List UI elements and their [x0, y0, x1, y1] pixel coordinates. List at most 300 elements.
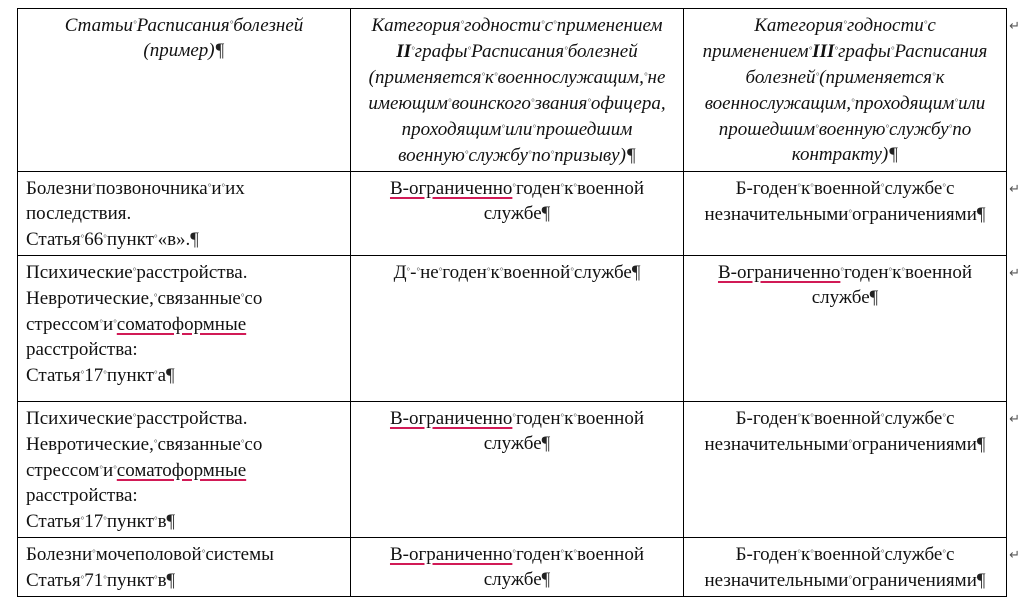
cell-word: со	[244, 288, 263, 309]
cell-word: к	[564, 178, 574, 199]
cell-word: военной	[576, 408, 644, 429]
cell-word: Болезни	[26, 178, 93, 199]
cell-word: связанные	[157, 434, 241, 455]
space-mark: °	[512, 548, 516, 558]
cell-word: к	[892, 262, 902, 283]
spellcheck-flagged-word: соматоформные	[116, 460, 247, 481]
cell-word: расстройства:	[26, 485, 138, 506]
cell-word: годен	[515, 408, 561, 429]
cell-word: Болезни	[26, 544, 93, 565]
pilcrow-mark: ¶	[888, 144, 899, 165]
cell-word: службе	[811, 287, 870, 308]
cell-word: звания	[534, 93, 588, 114]
cell-word: пункт	[106, 570, 154, 591]
cell-text-line	[26, 508, 342, 534]
cell-word: пункт	[106, 229, 154, 250]
cell-word: (пример)	[143, 40, 215, 61]
space-mark: °	[80, 369, 85, 379]
space-mark: °	[153, 292, 158, 302]
space-mark: °	[851, 97, 855, 107]
space-mark: °	[132, 19, 137, 29]
cell-text-line	[26, 405, 342, 431]
cell-word: прошедшим	[535, 119, 633, 140]
table-cell[interactable]	[684, 256, 1020, 402]
cell-text-line	[692, 201, 998, 227]
cell-word: (применяется	[819, 67, 932, 88]
cell-text-line	[359, 64, 675, 90]
cell-text-line	[359, 431, 675, 456]
cell-word: а	[157, 365, 166, 386]
cell-text-line	[359, 541, 675, 567]
space-mark: °	[486, 266, 491, 276]
space-mark: °	[499, 266, 504, 276]
cell-word: применением	[556, 15, 663, 36]
cell-word: по	[952, 119, 972, 140]
table-cell[interactable]	[684, 402, 1020, 538]
cell-word: стрессом	[26, 314, 100, 335]
cell-text-line	[692, 405, 998, 431]
table-cell[interactable]	[684, 172, 1020, 256]
cell-word: не	[420, 262, 439, 283]
cell-text-line	[692, 90, 998, 116]
row-end-mark: ↵	[1009, 547, 1020, 562]
cell-word: годен	[515, 544, 561, 565]
disease-category-table	[17, 8, 1020, 597]
cell-word: ограничениями	[852, 434, 977, 455]
cell-word: годен	[515, 178, 561, 199]
cell-text-line	[692, 116, 998, 142]
cell-word: Статья	[26, 229, 81, 250]
space-mark: °	[240, 292, 245, 302]
graph-numeral: III	[812, 41, 835, 62]
cell-word: с	[927, 15, 936, 36]
cell-word: 66	[84, 229, 104, 250]
space-mark: °	[797, 548, 801, 558]
cell-word: графы	[837, 41, 891, 62]
space-mark: °	[890, 45, 895, 55]
space-mark: °	[467, 45, 472, 55]
space-mark: °	[954, 97, 959, 107]
cell-word: к	[800, 544, 811, 565]
cell-word: Статья	[26, 570, 81, 591]
space-mark: °	[587, 97, 591, 107]
cell-word: к	[564, 544, 574, 565]
space-mark: °	[103, 574, 107, 584]
space-mark: °	[438, 266, 443, 276]
cell-text-line	[26, 175, 342, 201]
cell-word: и	[103, 314, 114, 335]
space-mark: °	[92, 182, 96, 192]
header-cell-category-graph-3[interactable]	[684, 9, 1020, 172]
cell-word: Статьи	[64, 15, 133, 36]
cell-word: военной	[576, 544, 644, 565]
space-mark: °	[942, 412, 946, 422]
cell-text-line	[26, 259, 342, 285]
cell-text-line	[26, 541, 342, 567]
cell-word: службу	[468, 145, 528, 166]
cell-word: и	[103, 460, 114, 481]
space-mark: °	[573, 412, 577, 422]
space-mark: °	[948, 123, 953, 133]
cell-text-line	[359, 175, 675, 201]
table-cell[interactable]	[351, 538, 684, 597]
table-cell[interactable]	[18, 402, 351, 538]
space-mark: °	[207, 182, 212, 192]
cell-text-line	[26, 483, 342, 508]
cell-text-line	[359, 201, 675, 226]
space-mark: °	[153, 233, 158, 243]
space-mark: °	[942, 548, 946, 558]
space-mark: °	[501, 123, 506, 133]
cell-word: «в».	[157, 229, 191, 250]
cell-word: службе	[483, 569, 542, 590]
space-mark: °	[416, 266, 421, 276]
space-mark: °	[481, 71, 486, 81]
space-mark: °	[411, 45, 415, 55]
space-mark: °	[880, 412, 885, 422]
cell-word: военнослужащим,	[497, 67, 644, 88]
table-body	[18, 9, 1020, 597]
cell-word: призыву)	[554, 145, 626, 166]
cell-word: Расписания	[471, 41, 565, 62]
cell-word: имеющим	[368, 93, 448, 114]
space-mark: °	[808, 45, 813, 55]
spellcheck-flagged-word: В-ограниченно	[717, 262, 841, 283]
cell-text-line	[359, 259, 675, 285]
row-end-mark: ↵	[1009, 18, 1020, 33]
pilcrow-mark: ¶	[625, 145, 636, 166]
space-mark: °	[240, 438, 245, 448]
cell-word: незначительными	[704, 570, 849, 591]
cell-text-line	[359, 567, 675, 592]
space-mark: °	[843, 19, 847, 29]
cell-text-line	[692, 64, 998, 90]
cell-word: (применяется	[368, 67, 482, 88]
cell-word: воинского	[451, 93, 531, 114]
space-mark: °	[132, 412, 137, 422]
cell-word: Психические	[26, 262, 133, 283]
cell-text-line	[692, 567, 998, 593]
space-mark: °	[153, 438, 158, 448]
cell-word: ограничениями	[852, 570, 977, 591]
graph-numeral: II	[396, 41, 412, 62]
cell-word: с	[945, 178, 955, 199]
space-mark: °	[512, 182, 516, 192]
cell-word: к	[485, 67, 494, 88]
space-mark: °	[797, 412, 801, 422]
space-mark: °	[848, 208, 853, 218]
space-mark: °	[447, 97, 452, 107]
cell-word: Б-годен	[735, 178, 798, 199]
cell-text-line	[692, 285, 998, 310]
space-mark: °	[834, 45, 838, 55]
cell-text-line	[26, 12, 342, 38]
cell-word: и	[211, 178, 222, 199]
space-mark: °	[810, 412, 814, 422]
cell-word: Категория	[371, 15, 461, 36]
cell-word: годности	[464, 15, 541, 36]
cell-text-line	[26, 226, 342, 252]
space-mark: °	[880, 548, 885, 558]
space-mark: °	[643, 71, 648, 81]
cell-word: службе	[483, 433, 542, 454]
space-mark: °	[99, 464, 104, 474]
pilcrow-mark: ¶	[541, 203, 551, 224]
cell-word: Психические	[26, 408, 133, 429]
space-mark: °	[92, 548, 96, 558]
cell-word: по	[531, 145, 551, 166]
cell-word: службу	[889, 119, 949, 140]
cell-text-line	[26, 431, 342, 457]
cell-word: Невротические,	[26, 288, 154, 309]
space-mark: °	[530, 97, 535, 107]
cell-text-line	[26, 457, 342, 483]
row-end-mark: ↵	[1009, 181, 1020, 196]
cell-word: к	[564, 408, 574, 429]
space-mark: °	[573, 182, 577, 192]
table-row	[18, 256, 1007, 402]
space-mark: °	[493, 71, 498, 81]
cell-word: 17	[84, 365, 104, 386]
spellcheck-flagged-word: В-ограниченно	[389, 178, 513, 199]
space-mark: °	[901, 266, 905, 276]
cell-word: к	[800, 408, 811, 429]
space-mark: °	[815, 71, 820, 81]
space-mark: °	[80, 574, 85, 584]
space-mark: °	[553, 19, 557, 29]
space-mark: °	[564, 45, 568, 55]
space-mark: °	[153, 369, 158, 379]
space-mark: °	[573, 548, 577, 558]
spellcheck-flagged-word: соматоформные	[116, 314, 247, 335]
space-mark: °	[201, 548, 206, 558]
cell-word: к	[490, 262, 500, 283]
cell-text-line	[26, 337, 342, 362]
pilcrow-mark: ¶	[214, 40, 225, 61]
pilcrow-mark: ¶	[541, 569, 551, 590]
cell-word: прошедшим	[718, 119, 816, 140]
pilcrow-mark: ¶	[190, 229, 199, 250]
cell-word: расстройства:	[26, 339, 138, 360]
cell-word: их	[225, 178, 245, 199]
cell-word: незначительными	[704, 434, 849, 455]
cell-word: Расписания	[136, 15, 230, 36]
space-mark: °	[103, 233, 107, 243]
space-mark: °	[810, 182, 814, 192]
space-mark: °	[560, 548, 565, 558]
space-mark: °	[460, 19, 465, 29]
pilcrow-mark: ¶	[976, 570, 986, 591]
space-mark: °	[848, 574, 853, 584]
cell-word: годности	[846, 15, 924, 36]
cell-word: с	[945, 544, 955, 565]
space-mark: °	[888, 266, 893, 276]
pilcrow-mark: ¶	[166, 511, 176, 532]
table-header-row	[18, 9, 1007, 172]
spellcheck-flagged-word: В-ограниченно	[389, 544, 513, 565]
space-mark: °	[942, 182, 946, 192]
space-mark: °	[221, 182, 226, 192]
cell-word: военной	[813, 544, 881, 565]
space-mark: °	[560, 412, 565, 422]
table-cell[interactable]	[18, 172, 351, 256]
cell-word: болезней	[567, 41, 638, 62]
space-mark: °	[113, 318, 117, 328]
space-mark: °	[153, 574, 158, 584]
table-cell[interactable]	[684, 538, 1020, 597]
space-mark: °	[931, 71, 936, 81]
cell-word: службе	[884, 178, 943, 199]
table-cell[interactable]	[351, 172, 684, 256]
cell-text-line	[359, 90, 675, 116]
space-mark: °	[570, 266, 574, 276]
space-mark: °	[532, 123, 536, 133]
cell-word: к	[800, 178, 811, 199]
cell-text-line	[692, 38, 998, 64]
cell-text-line	[26, 285, 342, 311]
cell-word: применением	[702, 41, 809, 62]
row-end-mark: ↵	[1009, 411, 1020, 426]
cell-text-line	[692, 431, 998, 457]
cell-word: связанные	[157, 288, 241, 309]
pilcrow-mark: ¶	[631, 262, 641, 283]
table-cell[interactable]	[18, 256, 351, 402]
cell-word: 71	[84, 570, 104, 591]
cell-word: с	[544, 15, 553, 36]
cell-word: Б-годен	[735, 408, 798, 429]
cell-word: пункт	[106, 511, 154, 532]
pilcrow-mark: ¶	[869, 287, 879, 308]
table-cell[interactable]	[351, 402, 684, 538]
space-mark: °	[113, 464, 117, 474]
cell-word: Категория	[754, 15, 844, 36]
space-mark: °	[885, 123, 890, 133]
header-cell-category-graph-2[interactable]	[351, 9, 684, 172]
spellcheck-flagged-word: В-ограниченно	[389, 408, 513, 429]
cell-word: болезней	[233, 15, 304, 36]
space-mark: °	[527, 149, 532, 159]
space-mark: °	[840, 266, 844, 276]
cell-word: в	[157, 570, 167, 591]
cell-text-line	[26, 38, 342, 63]
space-mark: °	[153, 515, 158, 525]
cell-text-line	[26, 362, 342, 388]
space-mark: °	[80, 515, 85, 525]
cell-text-line	[359, 38, 675, 64]
pilcrow-mark: ¶	[976, 434, 986, 455]
cell-word: годен	[843, 262, 889, 283]
cell-word: со	[244, 434, 263, 455]
cell-word: не	[647, 67, 666, 88]
cell-word: контракту)	[791, 144, 889, 165]
table-cell[interactable]	[18, 538, 351, 597]
cell-text-line	[692, 541, 998, 567]
cell-word: расстройства.	[136, 408, 248, 429]
cell-word: или	[958, 93, 986, 114]
space-mark: °	[80, 233, 85, 243]
pilcrow-mark: ¶	[166, 570, 176, 591]
table-row	[18, 538, 1007, 597]
row-end-mark: ↵	[1009, 265, 1020, 280]
cell-word: расстройства.	[136, 262, 248, 283]
cell-text-line	[26, 201, 342, 226]
cell-word: -	[410, 262, 417, 283]
cell-word: проходящим	[854, 93, 955, 114]
cell-word: военную	[398, 145, 465, 166]
cell-word: Невротические,	[26, 434, 154, 455]
pilcrow-mark: ¶	[976, 204, 986, 225]
space-mark: °	[560, 182, 565, 192]
cell-text-line	[26, 567, 342, 593]
cell-word: Д	[393, 262, 407, 283]
cell-word: болезней	[745, 67, 816, 88]
cell-word: с	[945, 408, 955, 429]
cell-word: военной	[904, 262, 972, 283]
space-mark: °	[406, 266, 411, 276]
cell-word: позвоночника	[95, 178, 208, 199]
cell-word: 17	[84, 511, 104, 532]
cell-word: графы	[414, 41, 468, 62]
cell-word: офицера,	[590, 93, 666, 114]
cell-word: проходящим	[401, 119, 502, 140]
space-mark: °	[540, 19, 545, 29]
space-mark: °	[103, 369, 107, 379]
cell-word: стрессом	[26, 460, 100, 481]
cell-word: ограничениями	[852, 204, 977, 225]
cell-word: службе	[483, 203, 542, 224]
cell-word: военную	[818, 119, 886, 140]
space-mark: °	[848, 438, 853, 448]
cell-word: службе	[884, 408, 943, 429]
cell-word: Статья	[26, 365, 81, 386]
cell-text-line	[26, 311, 342, 337]
table-row	[18, 402, 1007, 538]
cell-word: последствия.	[26, 203, 132, 224]
cell-text-line	[359, 405, 675, 431]
space-mark: °	[512, 412, 516, 422]
cell-word: службе	[573, 262, 632, 283]
cell-text-line	[692, 142, 998, 167]
cell-word: или	[505, 119, 533, 140]
cell-word: мочеполовой	[95, 544, 202, 565]
cell-word: военной	[813, 408, 881, 429]
cell-word: Статья	[26, 511, 81, 532]
cell-word: службе	[884, 544, 943, 565]
pilcrow-mark: ¶	[541, 433, 551, 454]
cell-text-line	[692, 12, 998, 38]
cell-word: годен	[442, 262, 487, 283]
cell-text-line	[692, 175, 998, 201]
space-mark: °	[815, 123, 819, 133]
cell-text-line	[692, 259, 998, 285]
space-mark: °	[99, 318, 104, 328]
cell-word: военной	[503, 262, 571, 283]
table-row	[18, 172, 1007, 256]
cell-word: Б-годен	[735, 544, 798, 565]
cell-word: системы	[205, 544, 274, 565]
cell-word: военнослужащим,	[704, 93, 852, 114]
header-cell-articles[interactable]	[18, 9, 351, 172]
space-mark: °	[464, 149, 469, 159]
space-mark: °	[810, 548, 814, 558]
cell-text-line	[359, 142, 675, 168]
cell-word: военной	[813, 178, 881, 199]
space-mark: °	[103, 515, 107, 525]
table-cell[interactable]	[351, 256, 684, 402]
space-mark: °	[880, 182, 885, 192]
space-mark: °	[797, 182, 801, 192]
space-mark: °	[550, 149, 555, 159]
